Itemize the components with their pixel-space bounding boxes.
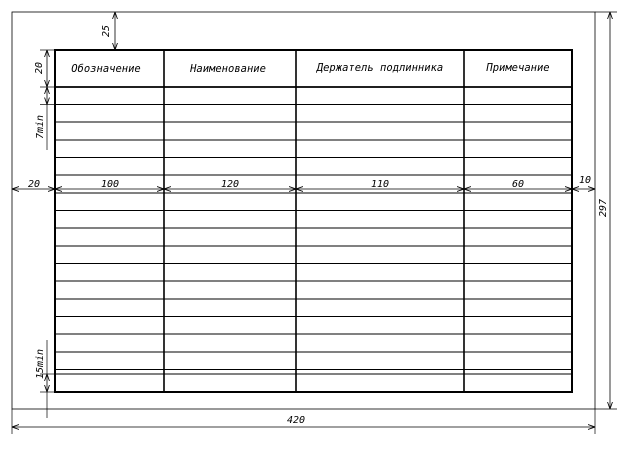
dim-sheet-height bbox=[595, 12, 617, 409]
dim-label-sheet-width: 420 bbox=[286, 415, 306, 426]
dim-top-margin bbox=[100, 12, 125, 50]
dim-label-sheet-height: 297 bbox=[598, 198, 609, 218]
dim-label-left-margin: 20 bbox=[27, 179, 41, 190]
dim-label-col3-width: 110 bbox=[370, 179, 390, 190]
header-designation: Обозначение bbox=[71, 63, 141, 75]
dim-bottom-row-height bbox=[35, 340, 55, 418]
dim-column-chain bbox=[12, 175, 595, 190]
dim-label-top-margin: 25 bbox=[101, 24, 112, 38]
dim-label-col4-width: 60 bbox=[511, 179, 525, 190]
header-original-holder: Держатель подлинника bbox=[316, 62, 444, 74]
dim-label-bottom-row-height: 15min bbox=[35, 348, 46, 380]
dim-label-col2-width: 120 bbox=[220, 179, 240, 190]
dim-label-right-margin: 10 bbox=[578, 175, 592, 186]
dim-row-height bbox=[35, 87, 55, 150]
row-lines bbox=[55, 105, 572, 375]
header-note: Примечание bbox=[486, 62, 550, 74]
dim-sheet-width bbox=[12, 409, 595, 434]
dim-label-row-height: 7min bbox=[35, 114, 46, 140]
dim-label-col1-width: 100 bbox=[100, 179, 120, 190]
header-name: Наименование bbox=[190, 63, 266, 75]
dim-header-height bbox=[34, 50, 55, 87]
dim-label-header-height: 20 bbox=[34, 61, 45, 75]
table-frame bbox=[55, 50, 572, 392]
